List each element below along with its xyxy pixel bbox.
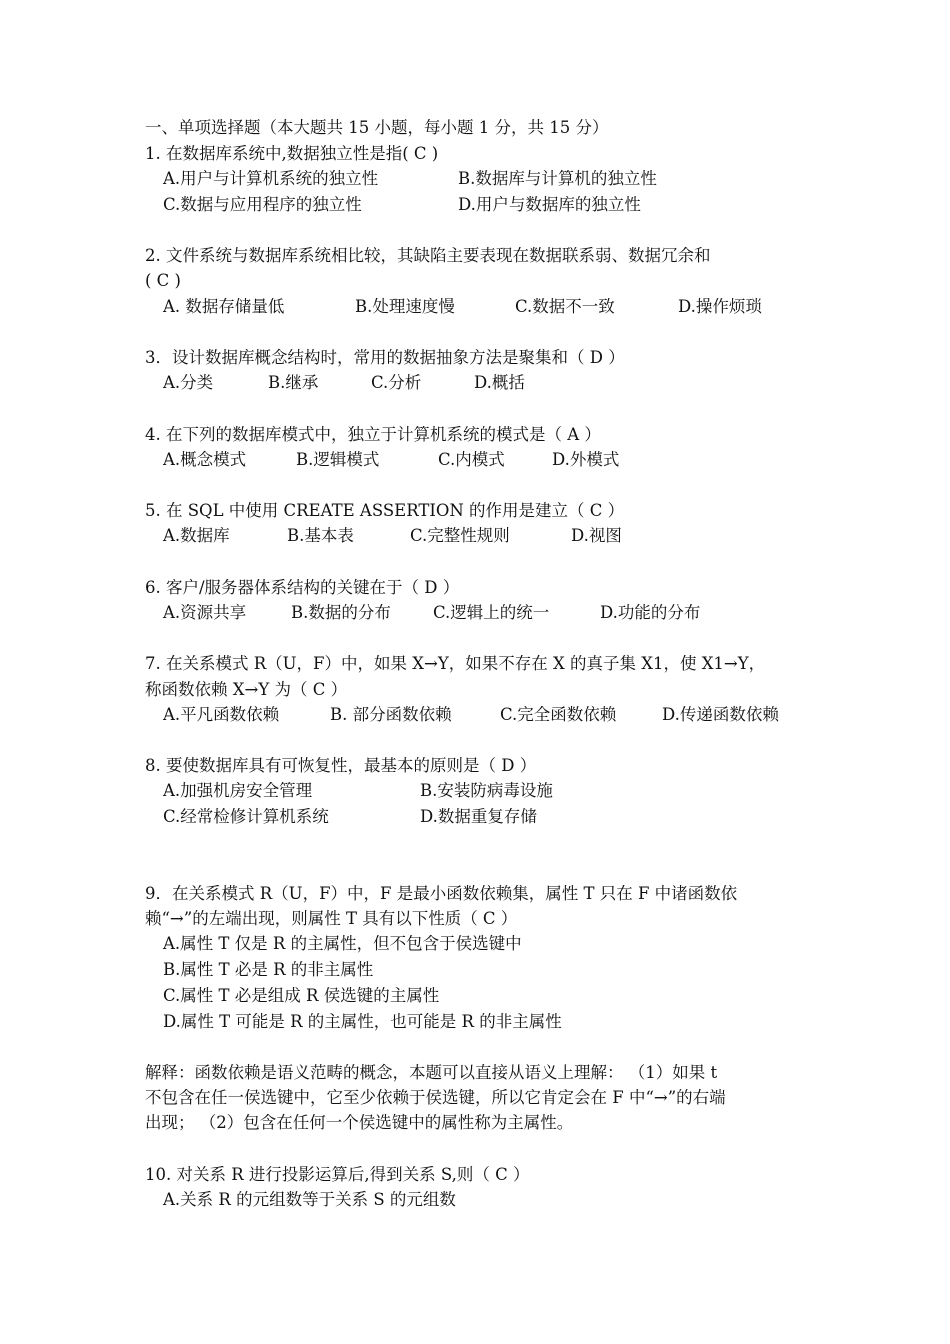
question-2-option-c: C.数据不一致 (515, 297, 615, 316)
question-6-option-b: B.数据的分布 (291, 603, 391, 622)
question-4-stem: 4. 在下列的数据库模式中，独立于计算机系统的模式是（ A ） (145, 425, 601, 444)
explanation-line-1: 解释：函数依赖是语义范畴的概念，本题可以直接从语义上理解： （1）如果 t (145, 1063, 718, 1082)
question-5-stem: 5. 在 SQL 中使用 CREATE ASSERTION 的作用是建立（ C ） (145, 501, 625, 520)
question-9-option-d: D.属性 T 可能是 R 的主属性，也可能是 R 的非主属性 (163, 1012, 562, 1031)
question-5-option-d: D.视图 (571, 526, 622, 545)
question-10-stem: 10. 对关系 R 进行投影运算后,得到关系 S,则（ C ） (145, 1165, 530, 1184)
question-1-option-c: C.数据与应用程序的独立性 (163, 195, 362, 214)
question-1-option-d: D.用户与数据库的独立性 (458, 195, 641, 214)
question-5-option-a: A.数据库 (163, 526, 230, 545)
question-4-option-c: C.内模式 (438, 450, 505, 469)
question-8-option-a: A.加强机房安全管理 (163, 781, 313, 800)
question-5-option-b: B.基本表 (287, 526, 354, 545)
question-2-option-a: A. 数据存储量低 (163, 297, 285, 316)
explanation-line-3: 出现； （2）包含在任何一个侯选键中的属性称为主属性。 (145, 1113, 574, 1132)
question-6-option-a: A.资源共享 (163, 603, 247, 622)
question-7-option-a: A.平凡函数依赖 (163, 705, 280, 724)
question-7-option-d: D.传递函数依赖 (662, 705, 779, 724)
question-4-option-d: D.外模式 (552, 450, 620, 469)
question-2-option-d: D.操作烦琐 (678, 297, 762, 316)
section-title: 一、单项选择题（本大题共 15 小题，每小题 1 分，共 15 分） (145, 118, 609, 137)
question-6-option-d: D.功能的分布 (600, 603, 701, 622)
question-1-option-a: A.用户与计算机系统的独立性 (163, 169, 379, 188)
question-7-stem-cont: 称函数依赖 X→Y 为（ C ） (145, 680, 348, 699)
question-3-option-a: A.分类 (163, 373, 214, 392)
question-8-stem: 8. 要使数据库具有可恢复性，最基本的原则是（ D ） (145, 756, 537, 775)
question-9-option-b: B.属性 T 必是 R 的非主属性 (163, 960, 374, 979)
question-4-option-a: A.概念模式 (163, 450, 247, 469)
question-3-stem: 3．设计数据库概念结构时，常用的数据抽象方法是聚集和（ D ） (145, 348, 625, 367)
question-9-stem-cont: 赖“→”的左端出现，则属性 T 具有以下性质（ C ） (145, 909, 518, 928)
question-1-stem: 1. 在数据库系统中,数据独立性是指( C ) (145, 144, 439, 163)
question-2-stem: 2. 文件系统与数据库系统相比较，其缺陷主要表现在数据联系弱、数据冗余和 (145, 246, 711, 265)
question-2-option-b: B.处理速度慢 (355, 297, 455, 316)
question-3-option-c: C.分析 (371, 373, 422, 392)
question-7-stem: 7. 在关系模式 R（U，F）中，如果 X→Y，如果不存在 X 的真子集 X1，使 X1→Y， (145, 654, 766, 673)
question-8-option-b: B.安装防病毒设施 (420, 781, 553, 800)
question-1-option-b: B.数据库与计算机的独立性 (458, 169, 657, 188)
question-8-option-c: C.经常检修计算机系统 (163, 807, 329, 826)
question-8-option-d: D.数据重复存储 (420, 807, 537, 826)
question-2-stem-cont: ( C ) (145, 271, 181, 290)
question-9-stem: 9．在关系模式 R（U，F）中，F 是最小函数依赖集，属性 T 只在 F 中诸函数依 (145, 884, 738, 903)
question-6-stem: 6. 客户/服务器体系结构的关键在于（ D ） (145, 578, 460, 597)
question-6-option-c: C.逻辑上的统一 (433, 603, 550, 622)
question-4-option-b: B.逻辑模式 (296, 450, 380, 469)
question-3-option-b: B.继承 (268, 373, 319, 392)
explanation-line-2: 不包含在任一侯选键中，它至少依赖于侯选键，所以它肯定会在 F 中“→”的右端 (145, 1088, 726, 1107)
question-7-option-b: B. 部分函数依赖 (330, 705, 452, 724)
question-9-option-a: A.属性 T 仅是 R 的主属性，但不包含于侯选键中 (163, 934, 522, 953)
question-9-option-c: C.属性 T 必是组成 R 侯选键的主属性 (163, 986, 440, 1005)
question-7-option-c: C.完全函数依赖 (500, 705, 617, 724)
question-10-option-a: A.关系 R 的元组数等于关系 S 的元组数 (163, 1190, 456, 1209)
question-5-option-c: C.完整性规则 (410, 526, 510, 545)
question-3-option-d: D.概括 (474, 373, 525, 392)
